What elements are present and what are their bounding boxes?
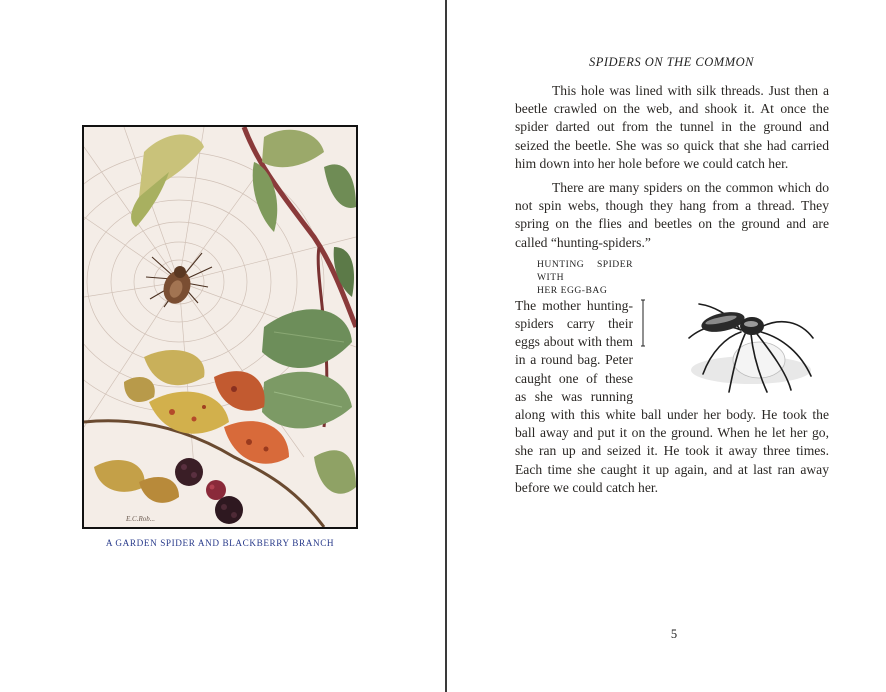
paragraph: There are many spiders on the common which do not spin webs, though they hang from a thread. They spring on the flies and beetles on the ground and are called “hunting-spiders.” xyxy=(515,180,829,250)
garden-spider-blackberry-painting xyxy=(84,127,356,527)
hunting-spider-engraving xyxy=(641,292,831,404)
plate-caption: A GARDEN SPIDER AND BLACKBERRY BRANCH xyxy=(105,538,335,548)
figure-caption-line2: HER EGG-BAG xyxy=(537,284,608,296)
color-plate-illustration xyxy=(82,125,358,529)
running-head: SPIDERS ON THE COMMON xyxy=(588,55,754,69)
paragraph-text: The mother hunting-spiders carry their eggs about with them in a round bag. Peter caught one of these as she was running along with this white ball under her body. He took the ball away and put it on the ground. When he let her go, she ran up and seized it. He took it away three times. Each time she caught it up again, and at last ran away before we could catch her. xyxy=(515,297,829,495)
body-text xyxy=(515,82,829,503)
hunting-spider-figure xyxy=(641,292,831,404)
page-gutter xyxy=(445,0,447,692)
paragraph: This hole was lined with silk threads. Just then a beetle crawled on the web, and shook it. At once the spider darted out from the tunnel in the ground and seized the beetle. She was so quick that she had carried him down into her hole before we could catch her. xyxy=(515,83,829,171)
figure-caption-line1: HUNTING SPIDER WITH xyxy=(537,258,633,283)
paragraph-with-figure xyxy=(515,258,829,497)
page-number: 5 xyxy=(670,627,678,641)
svg-text:E.C.Rob...: E.C.Rob... xyxy=(126,515,155,523)
